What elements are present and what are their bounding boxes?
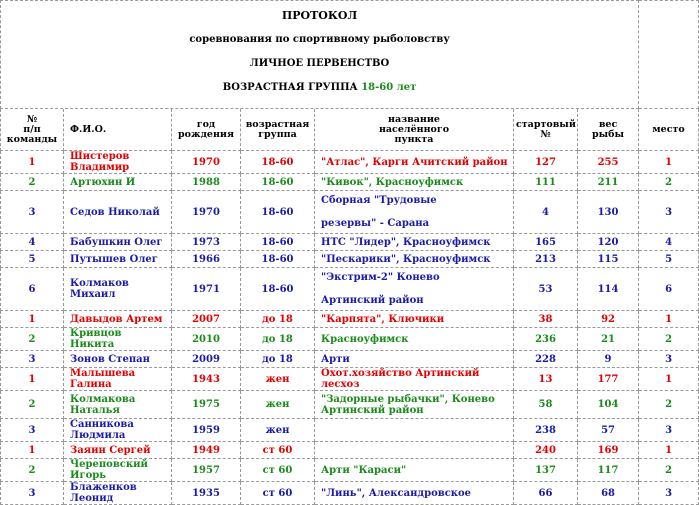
weight-cell: 114 (578, 268, 639, 311)
settlement-cell (315, 351, 514, 368)
settlement-line: Красноуфимск (321, 333, 409, 345)
birth-year-cell: 2007 (172, 311, 241, 328)
start-no-cell: 4 (514, 191, 578, 234)
table-row (0, 174, 699, 191)
settlement-line: Сборная "Трудовые (321, 195, 437, 206)
start-no-cell: 58 (514, 391, 578, 419)
start-no-cell: 137 (514, 459, 578, 482)
settlement-cell (315, 311, 514, 328)
table-row (0, 251, 699, 268)
settlement-cell (315, 368, 514, 391)
weight-cell: 169 (578, 442, 639, 459)
col-place: место (639, 109, 699, 151)
birth-year-cell: 1966 (172, 251, 241, 268)
age-group-cell: жен (241, 419, 315, 442)
settlement-cell (315, 268, 514, 311)
age-group-cell: до 18 (241, 351, 315, 368)
settlement-cell (315, 151, 514, 174)
birth-year-cell: 1957 (172, 459, 241, 482)
name-cell: Кривцов Никита (64, 328, 172, 351)
settlement-line: Охот.хозяйство Артинский лесхоз (321, 368, 480, 390)
column-header-row (0, 109, 699, 151)
name-cell: Зонов Степан (64, 351, 172, 368)
start-no-cell: 66 (514, 482, 578, 505)
table-row (0, 151, 699, 174)
team-no-cell: 4 (0, 234, 64, 251)
team-no-cell: 2 (0, 459, 64, 482)
name-cell: Бабушкин Олег (64, 234, 172, 251)
age-group-cell: ст 60 (241, 482, 315, 505)
settlement-line: "Пескарики", Красноуфимск (321, 253, 491, 265)
settlement-cell (315, 482, 514, 505)
place-cell: 3 (639, 419, 699, 442)
team-no-cell: 3 (0, 191, 64, 234)
place-cell: 3 (639, 351, 699, 368)
name-cell: Череповский Игорь (64, 459, 172, 482)
team-no-cell: 3 (0, 351, 64, 368)
age-group-cell: 18-60 (241, 251, 315, 268)
start-no-cell: 127 (514, 151, 578, 174)
table-row (0, 191, 699, 234)
start-no-cell: 38 (514, 311, 578, 328)
col-start-no: стартовый № (514, 109, 578, 151)
name-cell: Блаженков Леонид (64, 482, 172, 505)
age-group-cell: жен (241, 391, 315, 419)
settlement-line: "Кивок", Красноуфимск (321, 176, 464, 188)
birth-year-cell: 1970 (172, 191, 241, 234)
results-body (0, 151, 699, 505)
age-group-cell: 18-60 (241, 268, 315, 311)
name-cell: Колмаков Михаил (64, 268, 172, 311)
age-group-value: 18-60 лет (361, 82, 417, 93)
team-no-cell: 2 (0, 391, 64, 419)
start-no-cell: 228 (514, 351, 578, 368)
age-group-cell: жен (241, 368, 315, 391)
protocol-title: ПРОТОКОЛ (281, 9, 358, 22)
place-cell: 3 (639, 482, 699, 505)
age-group-cell: ст 60 (241, 459, 315, 482)
team-no-cell: 1 (0, 311, 64, 328)
birth-year-cell: 1975 (172, 391, 241, 419)
age-group-label: ВОЗРАСТНАЯ ГРУППА (222, 82, 358, 93)
table-row (0, 482, 699, 505)
place-cell: 4 (639, 234, 699, 251)
settlement-line: Артинский район (321, 295, 424, 306)
table-row (0, 268, 699, 311)
weight-cell: 57 (578, 419, 639, 442)
table-row (0, 442, 699, 459)
settlement-cell (315, 234, 514, 251)
settlement-cell (315, 174, 514, 191)
birth-year-cell: 1970 (172, 151, 241, 174)
weight-cell: 130 (578, 191, 639, 234)
settlement-cell (315, 459, 514, 482)
settlement-line: "Задорные рыбачки", Конево (321, 393, 495, 405)
place-cell: 1 (639, 368, 699, 391)
settlement-cell (315, 251, 514, 268)
place-cell: 3 (639, 191, 699, 234)
category-title: ЛИЧНОЕ ПЕРВЕНСТВО (249, 58, 390, 69)
weight-cell: 177 (578, 368, 639, 391)
weight-cell: 92 (578, 311, 639, 328)
weight-cell: 115 (578, 251, 639, 268)
settlement-line: Артинский район (321, 404, 424, 416)
age-group-cell: 18-60 (241, 174, 315, 191)
age-group-cell: до 18 (241, 328, 315, 351)
col-team-no: № п/п команды (0, 109, 64, 151)
place-cell: 1 (639, 442, 699, 459)
birth-year-cell: 1988 (172, 174, 241, 191)
table-row (0, 351, 699, 368)
weight-cell: 255 (578, 151, 639, 174)
weight-cell: 120 (578, 234, 639, 251)
team-no-cell: 6 (0, 268, 64, 311)
protocol-header (0, 0, 639, 109)
settlement-cell (315, 442, 514, 459)
table-row (0, 368, 699, 391)
team-no-cell: 3 (0, 419, 64, 442)
start-no-cell: 213 (514, 251, 578, 268)
settlement-line: Арти "Караси" (321, 464, 407, 476)
age-group-cell: ст 60 (241, 442, 315, 459)
weight-cell: 68 (578, 482, 639, 505)
name-cell: Артюхин И (64, 174, 172, 191)
weight-cell: 21 (578, 328, 639, 351)
name-cell: Шистеров Владимир (64, 151, 172, 174)
place-cell: 6 (639, 268, 699, 311)
team-no-cell: 1 (0, 368, 64, 391)
team-no-cell: 1 (0, 442, 64, 459)
start-no-cell: 240 (514, 442, 578, 459)
age-group-cell: до 18 (241, 311, 315, 328)
name-cell: Малышева Галина (64, 368, 172, 391)
name-cell: Давыдов Артем (64, 311, 172, 328)
name-cell: Колмакова Наталья (64, 391, 172, 419)
team-no-cell: 2 (0, 174, 64, 191)
age-group-cell: 18-60 (241, 191, 315, 234)
settlement-cell (315, 419, 514, 442)
table-row (0, 328, 699, 351)
weight-cell: 9 (578, 351, 639, 368)
birth-year-cell: 1935 (172, 482, 241, 505)
start-no-cell: 111 (514, 174, 578, 191)
weight-cell: 104 (578, 391, 639, 419)
name-cell: Заяин Сергей (64, 442, 172, 459)
table-row (0, 459, 699, 482)
col-weight: вес рыбы (578, 109, 639, 151)
start-no-cell: 13 (514, 368, 578, 391)
birth-year-cell: 2010 (172, 328, 241, 351)
start-no-cell: 53 (514, 268, 578, 311)
age-group-cell: 18-60 (241, 151, 315, 174)
name-cell: Седов Николай (64, 191, 172, 234)
start-no-cell: 236 (514, 328, 578, 351)
weight-cell: 211 (578, 174, 639, 191)
birth-year-cell: 2009 (172, 351, 241, 368)
table-row (0, 391, 699, 419)
place-cell: 2 (639, 391, 699, 419)
birth-year-cell: 1949 (172, 442, 241, 459)
start-no-cell: 238 (514, 419, 578, 442)
competition-subtitle: соревнования по спортивному рыболовству (189, 34, 450, 45)
weight-cell: 117 (578, 459, 639, 482)
team-no-cell: 2 (0, 328, 64, 351)
settlement-line: "Атлас", Карги Ачитский район (321, 156, 508, 168)
birth-year-cell: 1973 (172, 234, 241, 251)
settlement-cell (315, 191, 514, 234)
place-cell: 2 (639, 328, 699, 351)
settlement-cell (315, 328, 514, 351)
header-spacer (639, 0, 699, 109)
place-cell: 1 (639, 151, 699, 174)
table-row (0, 234, 699, 251)
team-no-cell: 5 (0, 251, 64, 268)
settlement-line: НТС "Лидер", Красноуфимск (321, 236, 491, 248)
col-age-group: возрастная группа (241, 109, 315, 151)
team-no-cell: 3 (0, 482, 64, 505)
col-fio: Ф.И.О. (64, 109, 172, 151)
col-settlement: название населённого пункта (315, 109, 514, 151)
settlement-line: Арти (321, 353, 350, 365)
place-cell: 5 (639, 251, 699, 268)
birth-year-cell: 1971 (172, 268, 241, 311)
settlement-line: "Карпята", Ключики (321, 313, 445, 325)
place-cell: 2 (639, 174, 699, 191)
col-birth-year: год рождения (172, 109, 241, 151)
place-cell: 2 (639, 459, 699, 482)
name-cell: Санникова Людмила (64, 419, 172, 442)
birth-year-cell: 1943 (172, 368, 241, 391)
start-no-cell: 165 (514, 234, 578, 251)
team-no-cell: 1 (0, 151, 64, 174)
birth-year-cell: 1959 (172, 419, 241, 442)
name-cell: Путышев Олег (64, 251, 172, 268)
table-row (0, 311, 699, 328)
settlement-line: резервы" - Сарана (321, 218, 430, 229)
settlement-line: "Экстрим-2" Конево (321, 272, 440, 283)
age-group-line (3, 82, 636, 106)
settlement-cell (315, 391, 514, 419)
place-cell: 1 (639, 311, 699, 328)
table-row (0, 419, 699, 442)
settlement-line: "Линь", Александровское (321, 487, 472, 499)
age-group-cell: 18-60 (241, 234, 315, 251)
